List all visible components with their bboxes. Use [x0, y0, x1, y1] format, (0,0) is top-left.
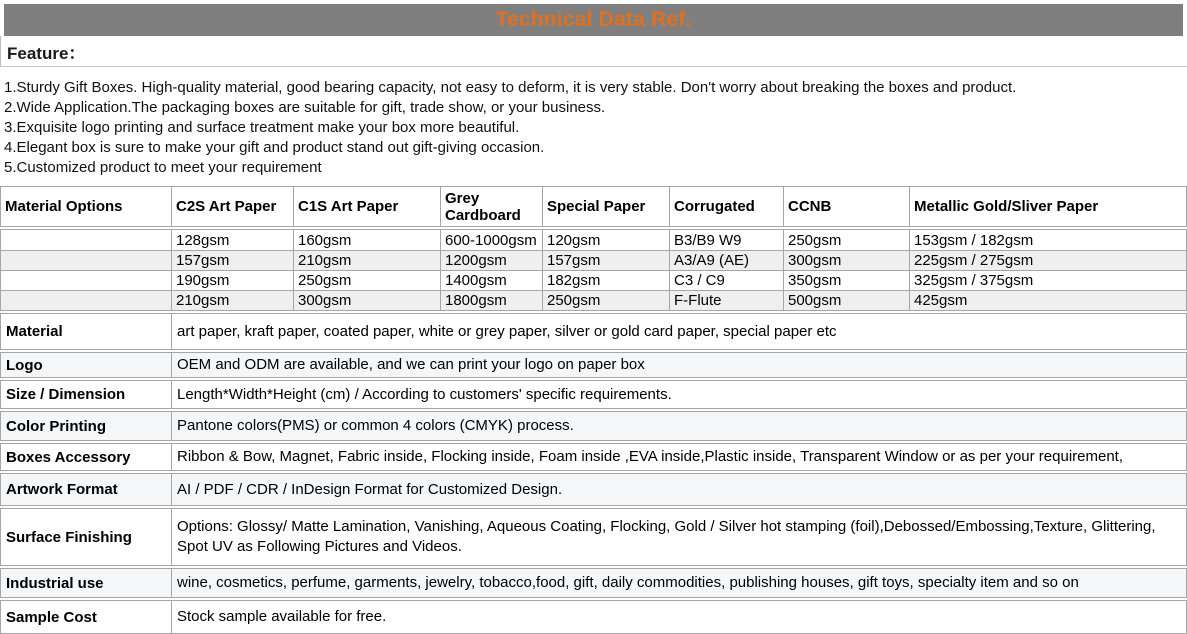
- feature-item: 2.Wide Application.The packaging boxes are suitable for gift, trade show, or your business.: [4, 99, 606, 116]
- column-header-metallic-paper: Metallic Gold/Sliver Paper: [914, 198, 1099, 215]
- spec-label: Size / Dimension: [1, 381, 172, 408]
- spec-value: AI / PDF / CDR / InDesign Format for Customized Design.: [177, 480, 563, 498]
- table-cell: 250gsm: [543, 291, 670, 310]
- spec-value: Options: Glossy/ Matte Lamination, Vanishing, Aqueous Coating, Flocking, Gold / Silver hot stamping (foil),Debossed/Embossing,Texture, Glittering, Spot UV as Following Pictures and Videos.: [177, 518, 1156, 555]
- feature-item: 5.Customized product to meet your requirement: [4, 159, 322, 176]
- table-cell: 1200gsm: [441, 251, 543, 270]
- spec-row-surface-finishing: [0, 508, 1187, 566]
- column-header-grey-cardboard: Grey Cardboard: [441, 187, 543, 226]
- spec-row-industrial-use: [0, 568, 1187, 598]
- spec-value: OEM and ODM are available, and we can print your logo on paper box: [177, 356, 645, 373]
- spec-section: [0, 313, 1187, 634]
- feature-list: [0, 67, 1187, 178]
- spec-row-logo: [0, 352, 1187, 378]
- table-cell: 300gsm: [784, 251, 910, 270]
- spec-label: Artwork Format: [1, 474, 172, 505]
- table-cell: 120gsm: [543, 230, 670, 250]
- table-cell: 425gsm: [914, 292, 968, 309]
- table-cell: B3/B9 W9: [670, 230, 784, 250]
- table-cell: 600-1000gsm: [441, 230, 543, 250]
- table-cell: 153gsm / 182gsm: [914, 231, 1034, 249]
- table-row: [1, 290, 1186, 310]
- table-cell: 157gsm: [172, 251, 294, 270]
- materials-table-header-row: [0, 186, 1187, 227]
- table-cell: 157gsm: [543, 251, 670, 270]
- spec-value: Pantone colors(PMS) or common 4 colors (CMYK) process.: [177, 417, 574, 434]
- table-cell: [1, 230, 172, 250]
- table-row: [1, 250, 1186, 270]
- spec-label: Sample Cost: [1, 601, 172, 633]
- table-cell: 190gsm: [172, 271, 294, 290]
- feature-heading: [0, 36, 1187, 67]
- title-bar: [4, 4, 1183, 36]
- column-header-ccnb: CCNB: [784, 187, 910, 226]
- column-header-special-paper: Special Paper: [543, 187, 670, 226]
- table-cell: C3 / C9: [670, 271, 784, 290]
- spec-row-size-dimension: [0, 380, 1187, 409]
- spec-row-sample-cost: [0, 600, 1187, 634]
- spec-row-boxes-accessory: [0, 443, 1187, 471]
- table-cell: 225gsm / 275gsm: [914, 252, 1034, 269]
- column-header-corrugated: Corrugated: [670, 187, 784, 226]
- feature-heading-label: Feature：: [7, 43, 86, 63]
- spec-value: Ribbon & Bow, Magnet, Fabric inside, Flocking inside, Foam inside ,EVA inside,Plastic inside, Transparent Window or as per your requirement,: [177, 448, 1124, 465]
- feature-item: 1.Sturdy Gift Boxes. High-quality material, good bearing capacity, not easy to deform, it is very stable. Don't worry about breaking the boxes and product.: [4, 79, 1017, 96]
- table-cell: 210gsm: [172, 291, 294, 310]
- table-cell: 500gsm: [784, 291, 910, 310]
- materials-table-body: [0, 229, 1187, 311]
- spec-row-material: [0, 313, 1187, 350]
- feature-item: 4.Elegant box is sure to make your gift and product stand out gift-giving occasion.: [4, 139, 545, 156]
- spec-value: wine, cosmetics, perfume, garments, jewelry, tobacco,food, gift, daily commodities, publishing houses, gift toys, specialty item and so on: [177, 574, 1079, 591]
- table-cell: 250gsm: [294, 271, 441, 290]
- table-row: [1, 230, 1186, 250]
- spec-label: Logo: [1, 353, 172, 377]
- table-cell: A3/A9 (AE): [670, 251, 784, 270]
- table-cell: 1400gsm: [441, 271, 543, 290]
- spec-value: art paper, kraft paper, coated paper, white or grey paper, silver or gold card paper, special paper etc: [177, 322, 837, 340]
- table-cell: 1800gsm: [441, 291, 543, 310]
- spec-row-color-printing: [0, 411, 1187, 441]
- spec-label: Color Printing: [1, 412, 172, 440]
- table-cell: 128gsm: [172, 230, 294, 250]
- page: [0, 4, 1187, 624]
- table-cell: 300gsm: [294, 291, 441, 310]
- table-cell: 325gsm / 375gsm: [914, 272, 1034, 289]
- table-cell: 160gsm: [294, 230, 441, 250]
- table-cell: [1, 291, 172, 310]
- column-header-material-options: Material Options: [1, 187, 172, 226]
- spec-label: Industrial use: [1, 569, 172, 597]
- column-header-c1s-art-paper: C1S Art Paper: [294, 187, 441, 226]
- table-cell: [1, 251, 172, 270]
- table-cell: 350gsm: [784, 271, 910, 290]
- page-title: Technical Data Ref.: [495, 8, 692, 31]
- spec-label: Material: [1, 314, 172, 349]
- materials-table: [0, 186, 1187, 311]
- table-row: [1, 270, 1186, 290]
- table-cell: F-Flute: [670, 291, 784, 310]
- spec-value: Stock sample available for free.: [177, 608, 387, 625]
- table-cell: 250gsm: [784, 230, 910, 250]
- feature-item: 3.Exquisite logo printing and surface treatment make your box more beautiful.: [4, 119, 520, 136]
- spec-row-artwork-format: [0, 473, 1187, 506]
- spec-value: Length*Width*Height (cm) / According to customers' specific requirements.: [177, 385, 672, 403]
- spec-label: Surface Finishing: [1, 509, 172, 565]
- table-cell: 182gsm: [543, 271, 670, 290]
- spec-label: Boxes Accessory: [1, 444, 172, 470]
- column-header-c2s-art-paper: C2S Art Paper: [172, 187, 294, 226]
- table-cell: 210gsm: [294, 251, 441, 270]
- table-cell: [1, 271, 172, 290]
